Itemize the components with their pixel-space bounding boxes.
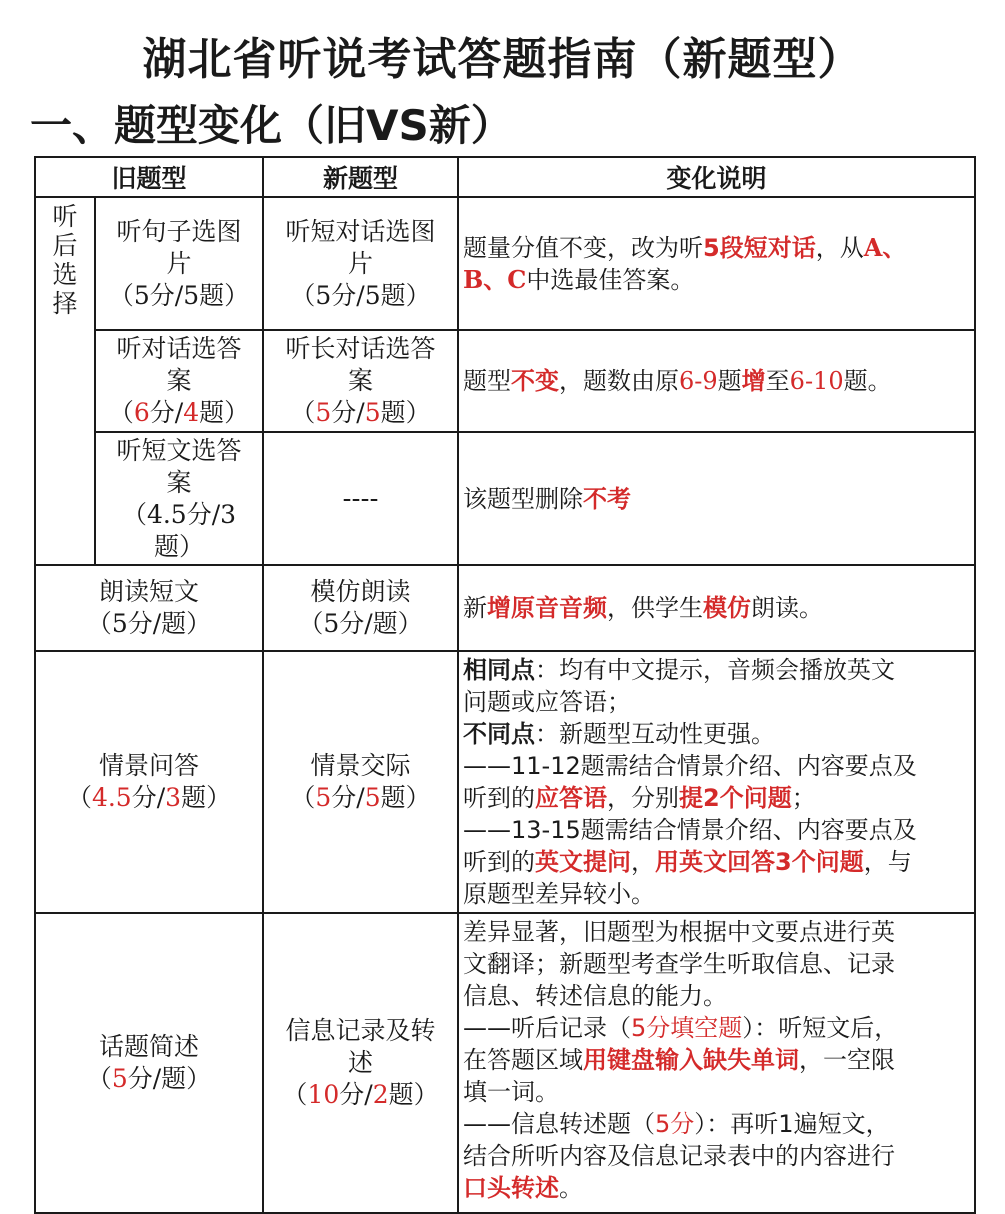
new-type-cell [263, 330, 458, 432]
highlight-text: 5段短对话 [703, 233, 816, 262]
cell-text: ，一空限 [799, 1046, 896, 1074]
highlight-text: 4.5 [91, 783, 132, 812]
cell-text: 听短文选答 [116, 435, 242, 465]
table-row [35, 565, 975, 651]
cell-text: 题） [388, 1080, 439, 1109]
cell-text: 分/ [339, 1080, 373, 1109]
cell-text: 话题简述 [99, 1032, 200, 1061]
page-title: 湖北省听说考试答题指南（新题型） [142, 34, 863, 85]
table-header-row [35, 157, 975, 197]
cell-text: （4.5分/3 [121, 499, 237, 529]
cell-text: 题） [181, 783, 232, 812]
cell-text: 听句子选图 [116, 216, 242, 246]
table-row [35, 197, 975, 330]
cell-text: 分/题） [127, 1064, 212, 1093]
cell-text: 题 [717, 367, 742, 395]
change-description-cell [458, 651, 975, 913]
comparison-table [34, 156, 976, 1214]
cell-text: 案 [166, 366, 192, 395]
highlight-text: 提2个问题 [679, 784, 792, 812]
cell-text: ——信息转述题（ [463, 1110, 656, 1138]
highlight-text: 应答语 [535, 784, 608, 812]
highlight-text: 增原音音频 [487, 594, 608, 622]
cell-text: 情景问答 [99, 751, 200, 780]
cell-text: （ [290, 398, 316, 427]
cell-text: ）：再听1遍短文， [694, 1110, 890, 1138]
old-type-cell [95, 432, 263, 565]
highlight-text: 3 [165, 783, 182, 812]
highlight-text: 不变 [511, 367, 560, 395]
cell-text: 中选最佳答案。 [526, 265, 695, 294]
highlight-text: 用键盘输入缺失单词 [583, 1046, 800, 1074]
cell-text: 分/ [131, 783, 166, 812]
cell-text: 朗读。 [751, 594, 824, 622]
old-type-cell [35, 565, 263, 651]
old-type-cell [35, 651, 263, 913]
highlight-text: 4 [183, 398, 200, 427]
highlight-text: 英文提问 [535, 848, 632, 876]
cell-text: 分/ [149, 398, 184, 427]
cell-text: （ [282, 1080, 308, 1109]
cell-text: 题） [380, 398, 431, 427]
highlight-text: 5分 [655, 1110, 695, 1138]
cell-text: ——听后记录（ [463, 1014, 632, 1042]
highlight-text: 2 [372, 1080, 389, 1109]
cell-text: 原题型差异较小。 [463, 880, 656, 908]
group-label-char: 选 [52, 260, 78, 289]
group-label-char: 后 [52, 231, 78, 260]
highlight-text: 5 [111, 1064, 128, 1093]
cell-text: 片 [348, 248, 374, 278]
cell-text: 差异显著，旧题型为根据中文要点进行英 [463, 918, 896, 946]
cell-text: 听短对话选图 [285, 216, 436, 246]
highlight-text: 增 [741, 367, 766, 395]
section-heading: 一、题型变化（旧VS新） [30, 101, 513, 150]
highlight-text: 5 [364, 398, 381, 427]
cell-text: 分/ [331, 783, 365, 812]
cell-text: 题） [154, 531, 205, 561]
change-description-cell [458, 565, 975, 651]
cell-text: 朗读短文 [99, 577, 200, 606]
cell-text: 信息、转述信息的能力。 [463, 982, 728, 1010]
cell-text: （ [108, 398, 134, 427]
highlight-text: A、 [863, 232, 907, 262]
cell-text: ， [631, 848, 656, 876]
cell-text: 题） [380, 783, 431, 812]
cell-text: ，从 [815, 233, 864, 262]
highlight-text: 5 [364, 783, 381, 812]
cell-text: （ [290, 783, 316, 812]
highlight-text: B、C [463, 264, 527, 294]
cell-text: 听长对话选答 [285, 334, 436, 363]
cell-text: 信息记录及转 [285, 1016, 436, 1045]
table-row [35, 330, 975, 432]
highlight-text: 用英文回答3个问题 [655, 848, 864, 876]
new-type-cell [263, 651, 458, 913]
cell-text: 文翻译；新题型考查学生听取信息、记录 [463, 950, 896, 978]
table-row [35, 432, 975, 565]
highlight-text: 不考 [583, 484, 632, 513]
label-text: 不同点 [463, 720, 536, 748]
cell-text: 分/ [331, 398, 365, 427]
cell-text: ，与 [863, 848, 912, 876]
new-type-cell: ---- [263, 432, 458, 565]
old-type-cell [35, 913, 263, 1213]
cell-text: （5分/5题） [290, 280, 431, 310]
cell-text: 。 [559, 1174, 584, 1202]
cell-text: 案 [348, 366, 374, 395]
cell-text: ，分别 [607, 784, 680, 812]
group-label-char: 择 [52, 289, 78, 318]
cell-text: 案 [166, 467, 192, 497]
highlight-text: 5分填空题 [631, 1014, 743, 1042]
cell-text: ——11-12题需结合情景介绍、内容要点及 [463, 752, 917, 780]
old-type-cell [95, 197, 263, 330]
header-change-description: 变化说明 [458, 157, 975, 197]
cell-text: （5分/题） [298, 609, 423, 638]
cell-text: （5分/题） [86, 609, 212, 638]
table-row [35, 913, 975, 1213]
change-description-cell [458, 913, 975, 1213]
cell-text: 片 [166, 248, 192, 278]
cell-text: 述 [348, 1048, 374, 1077]
new-type-cell [263, 197, 458, 330]
header-new-type: 新题型 [263, 157, 458, 197]
highlight-text: 5 [315, 783, 332, 812]
cell-text: 填一词。 [463, 1078, 560, 1106]
highlight-text: 5 [315, 398, 332, 427]
change-description-cell [458, 330, 975, 432]
cell-text: （5分/5题） [108, 280, 250, 310]
cell-text: 情景交际 [310, 751, 411, 780]
cell-text: ：新题型互动性更强。 [535, 720, 776, 748]
cell-text: 题型 [463, 367, 512, 395]
cell-text: （ [66, 783, 92, 812]
cell-text: 听对话选答 [116, 334, 242, 363]
cell-text: ，题数由原 [559, 367, 680, 395]
new-type-cell [263, 565, 458, 651]
header-old-type: 旧题型 [35, 157, 263, 197]
cell-text: 至 [765, 367, 790, 395]
cell-text: 结合所听内容及信息记录表中的内容进行 [463, 1142, 896, 1170]
change-description-cell [458, 432, 975, 565]
old-type-cell [95, 330, 263, 432]
highlight-text: 10 [307, 1080, 340, 1109]
highlight-text: 6-9 [679, 367, 718, 395]
cell-text: 在答题区域 [463, 1046, 584, 1074]
cell-text: ：均有中文提示，音频会播放英文 [535, 656, 896, 684]
group-label-char: 听 [52, 202, 78, 231]
cell-text: ——13-15题需结合情景介绍、内容要点及 [463, 816, 917, 844]
group-label-listening-choice [35, 197, 95, 565]
cell-text: 题量分值不变，改为听 [463, 233, 704, 262]
cell-text: 模仿朗读 [310, 577, 411, 606]
new-type-cell [263, 913, 458, 1213]
cell-text: （ [86, 1064, 112, 1093]
label-text: 相同点 [463, 656, 536, 684]
highlight-text: 6 [133, 398, 150, 427]
highlight-text: 模仿 [703, 594, 752, 622]
highlight-text: 口头转述 [463, 1174, 560, 1202]
cell-text: ； [791, 784, 816, 812]
cell-text: 该题型删除 [463, 484, 584, 513]
cell-text: ，供学生 [607, 594, 704, 622]
highlight-text: 6-10 [789, 367, 844, 395]
cell-text: 听到的 [463, 784, 536, 812]
cell-text: 题。 [843, 367, 892, 395]
table-row [35, 651, 975, 913]
cell-text: 新 [463, 594, 488, 622]
change-description-cell [458, 197, 975, 330]
cell-text: 题） [199, 398, 250, 427]
cell-text: 问题或应答语； [463, 688, 632, 716]
cell-text: ）：听短文后， [742, 1014, 899, 1042]
cell-text: 听到的 [463, 848, 536, 876]
